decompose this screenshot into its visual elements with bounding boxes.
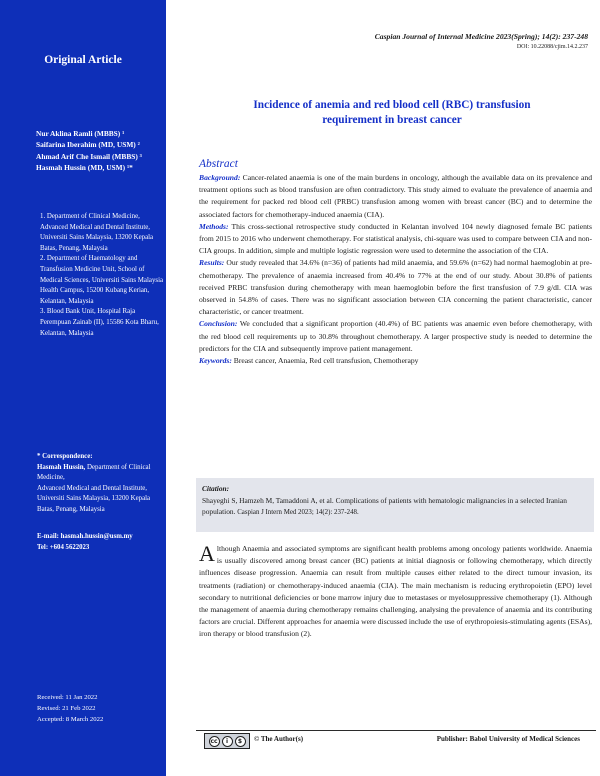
correspondence-address: Advanced Medical and Dental Institute, Universiti Sains Malaysia, 13200 Kepala Batas, Penang, Malaysia — [37, 484, 151, 513]
background-label: Background: — [199, 173, 241, 182]
conclusion-label: Conclusion: — [199, 319, 238, 329]
intro-text: lthough Anaemia and associated symptoms are significant health problems among oncology patients worldwide. Anaemia is usually discovered among breast cancer (BC) patients at initial diagnosis or following chemotherapy, which directly influences disease progression. Anaemia can result from multiple causes either related to the direct tumour invasion, its treatments (radiation) or chemotherapy-induced anaemia (CIA). The main mechanism is reducing erythropoietin (EPO) level secondary to nutritional deficiencies or bone marrow injury due to metastases or myelosuppressive chemotherapy (1). Although the management of anaemia during chemotherapy remains challenging, analysing the prevalence of anaemia and its contributing factors are crucial. Different approaches for anaemia were discussed include the use of erythropoiesis-stimulating agents (ESAs), iron therapy or blood transfusion (2). — [199, 544, 592, 639]
conclusion-text: We concluded that a significant proportion (40.4%) of BC patients was anaemic even before chemotherapy, with the red blood cell requirements up to 30.8% throughout chemotherapy. A larger prospective study is needed to determine the predictors for the CIA and subsequently improve patient management. — [199, 319, 592, 353]
keywords-label: Keywords: — [199, 356, 232, 366]
doi-link[interactable]: DOI: 10.22088/cjim.14.2.237 — [516, 44, 588, 50]
correspondence-heading: * Correspondence: — [37, 453, 93, 460]
cc-icon: cc — [210, 737, 218, 745]
citation-heading: Citation: — [202, 484, 230, 493]
author-name: Nur Aklina Ramli (MBBS) ¹ — [36, 129, 125, 138]
correspondence-dept: Department of Clinical Medicine, — [37, 463, 151, 482]
affiliations — [40, 212, 164, 339]
abstract-background — [199, 172, 592, 221]
telephone: Tel: +604 5622023 — [37, 543, 90, 551]
affiliation: 2. Department of Haematology and Transfusion Medicine Unit, School of Medical Sciences, Universiti Sains Malaysia Health Campus, 15200 Kubang Kerian, Kelantan, Malaysia — [40, 255, 164, 305]
abstract-heading: Abstract — [199, 158, 238, 170]
accepted-date: Accepted: 8 March 2022 — [37, 716, 104, 723]
contact-info — [37, 532, 164, 554]
abstract-results — [199, 257, 592, 318]
citation-box — [196, 478, 594, 532]
intro-paragraph — [199, 543, 592, 641]
received-date: Received: 11 Jan 2022 — [37, 694, 98, 701]
journal-citation-header: Caspian Journal of Internal Medicine 2023(Spring); 14(2): 237-248 — [374, 32, 588, 41]
article-dates — [37, 692, 164, 725]
creative-commons-icon[interactable] — [204, 733, 250, 749]
attribution-icon: i — [222, 736, 233, 747]
affiliation: 3. Blood Bank Unit, Hospital Raja Perempuan Zainab (II), 15586 Kota Bharu, Kelantan, Malaysia — [40, 308, 159, 337]
title-line: Incidence of anemia and red blood cell (RBC) transfusion — [253, 99, 531, 111]
article-title — [196, 98, 588, 127]
footer-divider — [196, 730, 596, 731]
author-name: Hasmah Hussin (MD, USM) ¹* — [36, 163, 133, 173]
noncommercial-icon: $ — [235, 736, 246, 747]
abstract-conclusion — [199, 318, 592, 355]
article-type: Original Article — [44, 54, 122, 66]
correspondence — [37, 452, 164, 516]
methods-text: This cross-sectional retrospective study conducted in Kelantan involved 104 newly diagnosed female BC patients from 2015 to 2016 who underwent chemotherapy. For statistical analysis, chi-square was used to compare between CIA and non-CIA groups. In addition, simple and multiple logistic regression were used to determine the association of the CIA. — [199, 221, 592, 256]
email-link[interactable]: E-mail: hasmah.hussin@usm.my — [37, 533, 133, 540]
citation-text: Shayeghi S, Hamzeh M, Tamaddoni A, et al. Complications of patients with hematologic malignancies in a selected Iranian population. — [202, 495, 567, 517]
title-line: requirement in breast cancer — [322, 113, 462, 126]
results-label: Results: — [199, 258, 225, 268]
revised-date: Revised: 21 Feb 2022 — [37, 705, 96, 712]
results-text: Our study revealed that 34.6% (n=36) of patients had mild anaemia, and 59.6% (n=62) had normal haemoglobin at pre-chemotherapy. The prevalence of anaemia increased from 40.4% to 77% at the end of our study. About 30.8% of patients received PRBC transfusion during chemotherapy with mean haemoglobin before the first transfusion of 7.9 g/dl. CIA was observed in 54.8% of cases. There was no significant association between CIA concerning the patient characteristic, cancer characteristic, or cancer treatment. — [199, 258, 592, 317]
affiliation: 1. Department of Clinical Medicine, Advanced Medical and Dental Institute, Universiti Sains Malaysia, 13200 Kepala Batas, Penang, Malaysia — [40, 213, 154, 252]
citation-body — [202, 495, 588, 519]
drop-cap: A — [199, 541, 215, 566]
author-name: Saifarina Iberahim (MD, USM) ² — [36, 140, 140, 150]
copyright-notice: © The Author(s) — [254, 735, 304, 743]
abstract-keywords — [199, 355, 592, 367]
main-content — [166, 0, 600, 776]
abstract-body — [199, 172, 592, 367]
abstract-methods — [199, 221, 592, 258]
publisher-notice: Publisher: Babol University of Medical Sciences — [436, 735, 580, 743]
citation-meta: Caspian J Intern Med 2023; 14(2): 237-248. — [235, 509, 359, 517]
sidebar — [0, 0, 166, 776]
author-list — [36, 128, 164, 174]
author-name: Ahmad Arif Che Ismail (MBBS) ³ — [36, 151, 142, 161]
background-text: Cancer-related anaemia is one of the main burdens in oncology, although the available data on its prevalence and treatment options such as blood transfusion are often contradictory. This study aimed to evaluate the prevalence of anaemia and the requirement for packed red blood cell (PRBC) transfusion among women with breast cancer (BC) and to determine the associated factors for chemotherapy-induced anaemia (CIA). — [199, 173, 592, 219]
methods-label: Methods: — [199, 221, 229, 231]
keywords-text: Breast cancer, Anaemia, Red cell transfusion, Chemotherapy — [231, 356, 419, 366]
correspondence-name: Hasmah Hussin, — [37, 463, 86, 471]
